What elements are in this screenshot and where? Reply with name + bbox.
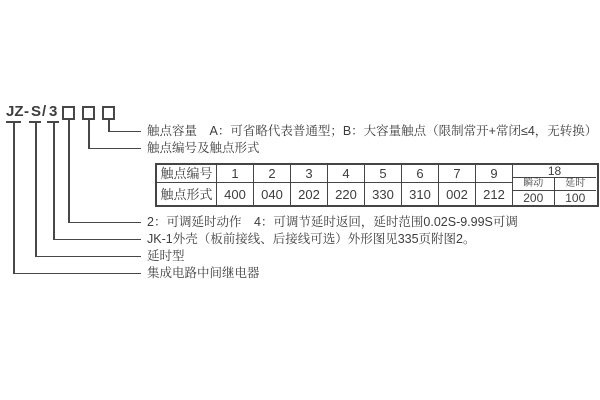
leader-vertical-product — [13, 122, 15, 274]
contact-column-6 — [402, 165, 439, 205]
contact-number-cell: 5 — [365, 165, 401, 183]
subheader-instantaneous: 瞬动 — [513, 178, 555, 190]
annotation-contact-numbering: 触点编号及触点形式 — [147, 141, 260, 155]
leader-horizontal-numbering — [88, 148, 141, 150]
model-series-letter: S — [31, 103, 42, 120]
annotation-case-style: JK-1外壳（板前接线、后接线可选）外形图见335页附图2。 — [147, 232, 476, 246]
contact-number-cell: 6 — [402, 165, 438, 183]
contact-column-3 — [291, 165, 328, 205]
contact-number-18-header: 18 — [513, 165, 596, 178]
contact-number-cell: 9 — [476, 165, 512, 183]
form-value-delayed: 100 — [565, 191, 586, 205]
annotation-contact-capacity: 触点容量 A：可省略代表普通型；B：大容量触点（限制常开+常闭≤4，无转换） — [147, 124, 598, 138]
leader-horizontal-product — [13, 273, 141, 275]
contact-form-cell: 212 — [483, 186, 505, 202]
contact-form-cell: 202 — [298, 186, 320, 202]
model-case-digit: 3 — [49, 103, 58, 120]
contact-form-cell: 310 — [409, 186, 431, 202]
contact-column-5 — [365, 165, 402, 205]
form-value-instantaneous: 200 — [513, 191, 555, 205]
contact-column-7 — [439, 165, 476, 205]
contact-column-4 — [328, 165, 365, 205]
leader-horizontal-type — [35, 256, 141, 258]
leader-horizontal-capacity — [108, 131, 141, 133]
contact-number-cell: 7 — [439, 165, 475, 183]
leader-vertical-case — [53, 122, 55, 240]
contact-form-cell: 040 — [261, 186, 283, 202]
annotation-product-name: 集成电路中间继电器 — [147, 266, 260, 280]
contact-column-9 — [476, 165, 513, 205]
contact-column-1 — [217, 165, 254, 205]
contact-number-cell: 1 — [217, 165, 253, 183]
model-separator-dash: - — [24, 103, 29, 120]
model-prefix: JZ — [6, 103, 24, 120]
contact-column-18 — [513, 165, 596, 205]
subheader-delayed: 延时 — [565, 178, 586, 189]
contact-form-cell: 400 — [224, 186, 246, 202]
placeholder-square-1 — [62, 106, 75, 120]
placeholder-square-2 — [82, 106, 95, 120]
annotation-delay-mode: 2：可调延时动作 4：可调节延时返回，延时范围0.02S-9.99S可调 — [147, 215, 518, 229]
contact-number-cell: 4 — [328, 165, 364, 183]
model-separator-slash: / — [42, 103, 47, 120]
contact-table — [155, 163, 599, 207]
contact-table-label-column — [157, 165, 217, 205]
leader-horizontal-delay — [68, 222, 141, 224]
contact-number-cell: 3 — [291, 165, 327, 183]
placeholder-square-3 — [102, 106, 115, 120]
contact-form-cell: 330 — [372, 186, 394, 202]
row-label-contact-form: 触点形式 — [160, 186, 213, 202]
leader-vertical-numbering — [88, 120, 90, 149]
contact-form-cell: 002 — [446, 186, 468, 202]
contact-column-2 — [254, 165, 291, 205]
column-18-subheader-row — [513, 178, 596, 191]
leader-vertical-type — [35, 122, 37, 257]
leader-vertical-delay — [68, 120, 70, 223]
annotation-relay-type: 延时型 — [147, 249, 185, 263]
row-label-contact-number: 触点编号 — [157, 165, 216, 183]
contact-number-cell: 2 — [254, 165, 290, 183]
contact-form-cell: 220 — [335, 186, 357, 202]
column-18-value-row — [513, 191, 596, 205]
leader-horizontal-case — [53, 239, 141, 241]
